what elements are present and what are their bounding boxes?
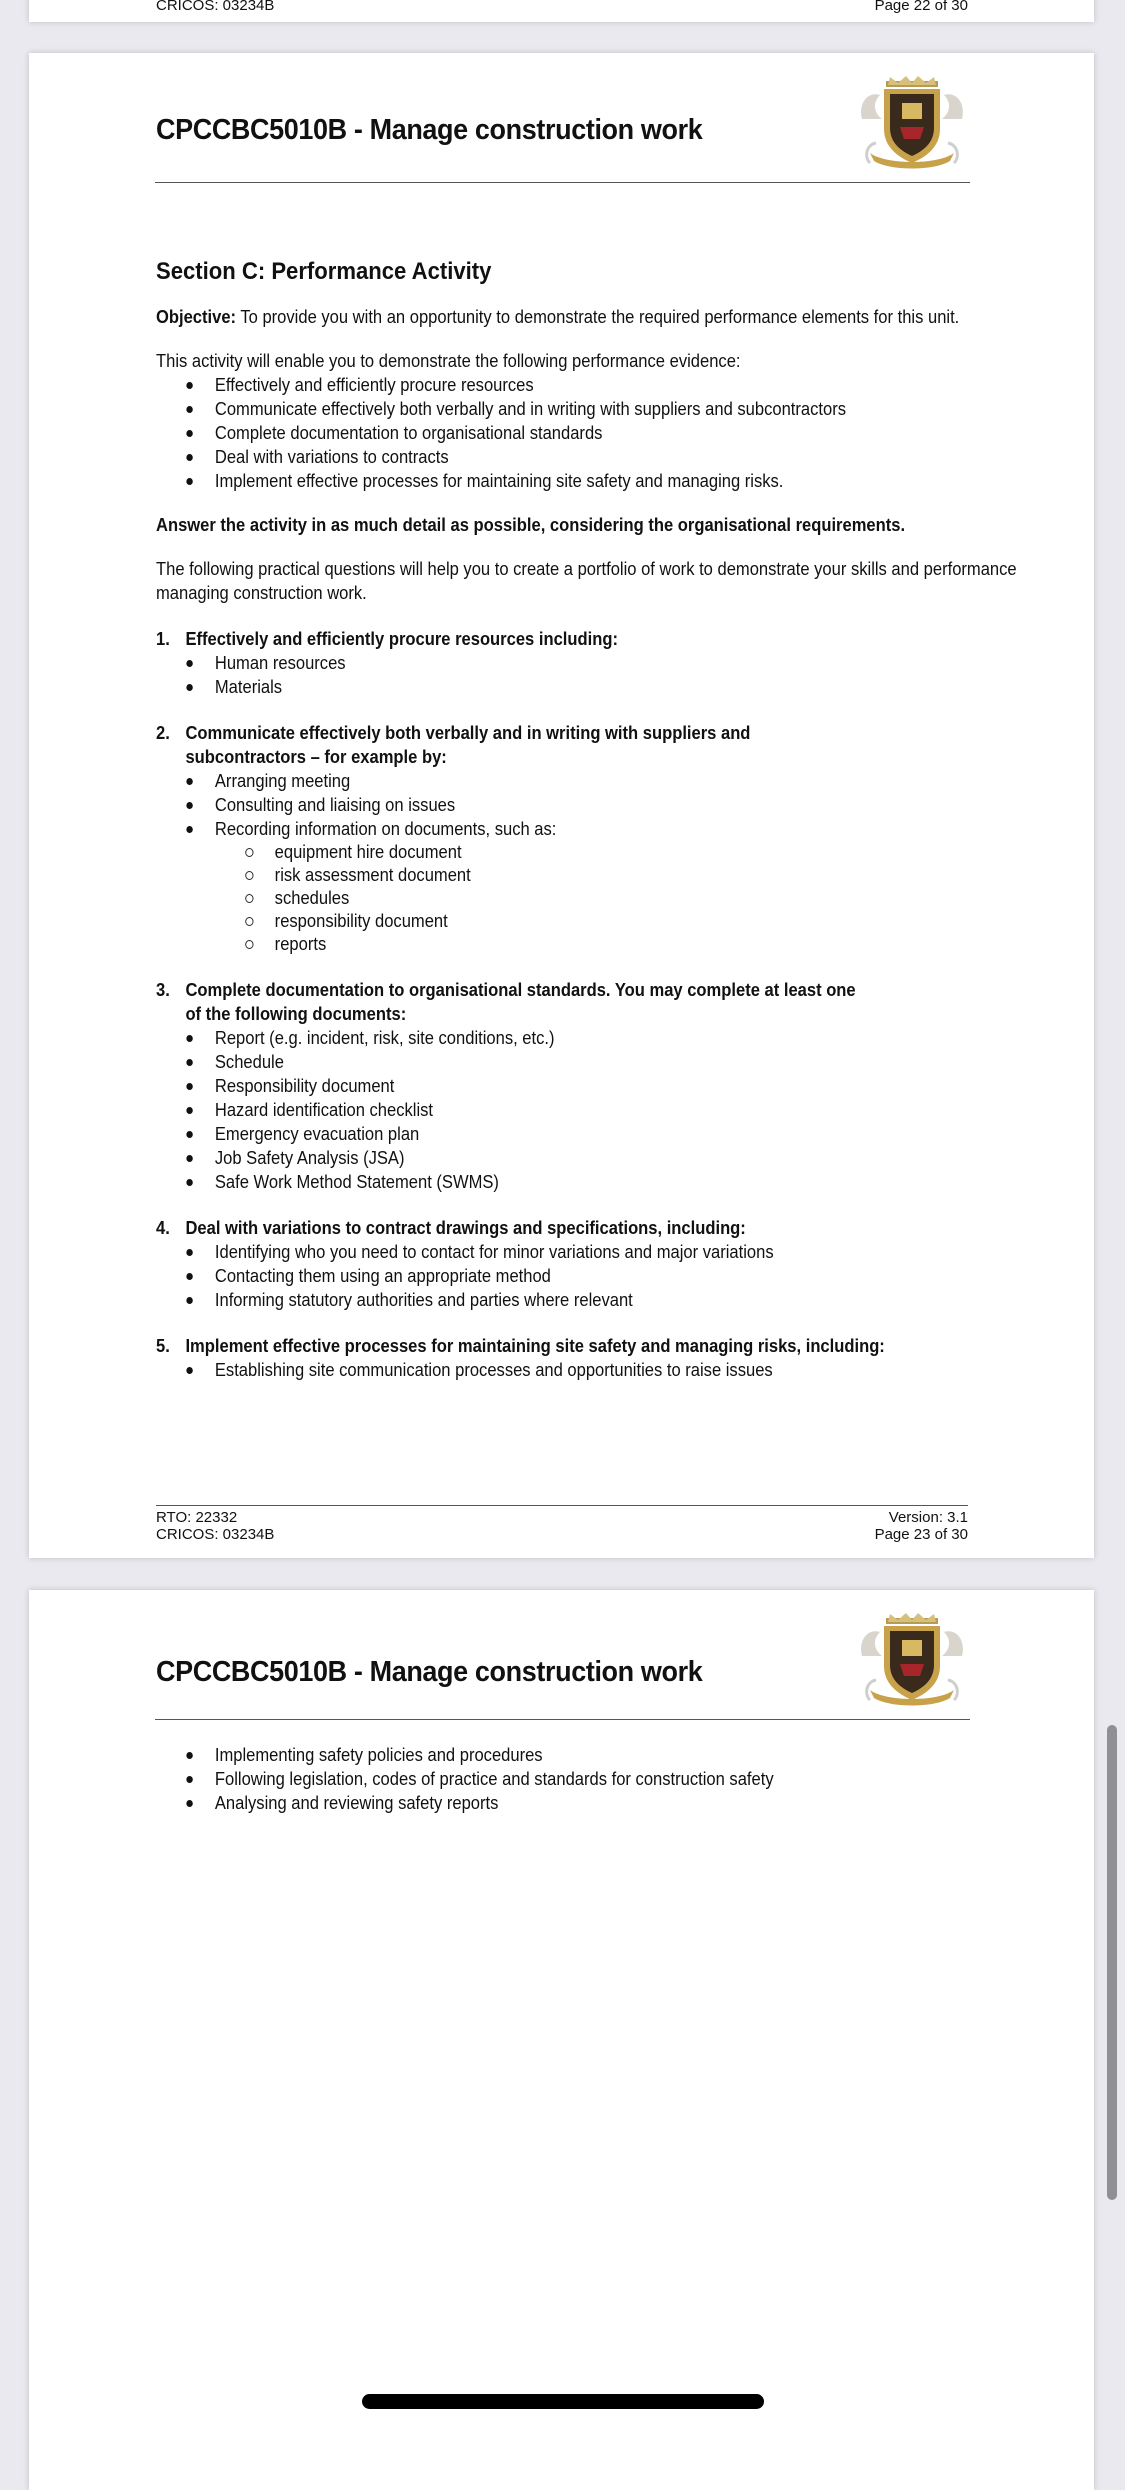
- question-number: 2.: [156, 723, 170, 743]
- list-item: Implement effective processes for maintaining site safety and managing risks.: [156, 469, 905, 493]
- footer-cricos: CRICOS: 03234B: [156, 0, 275, 14]
- list-item: Hazard identification checklist: [156, 1098, 905, 1122]
- footer-left: [156, 1509, 274, 1543]
- list-item: Deal with variations to contracts: [156, 445, 905, 469]
- list-item: Emergency evacuation plan: [156, 1122, 905, 1146]
- question-number: 1.: [156, 629, 170, 649]
- list-item: Human resources: [156, 651, 905, 675]
- question-text: Implement effective processes for maintaining site safety and managing risks, including:: [185, 1336, 885, 1356]
- list-item: Informing statutory authorities and parties where relevant: [156, 1288, 905, 1312]
- list-item: Analysing and reviewing safety reports: [156, 1791, 905, 1815]
- previous-page: [29, 0, 1094, 22]
- document-page-23: [29, 53, 1094, 1558]
- question-1: [156, 627, 905, 651]
- header-divider: [155, 1719, 970, 1720]
- question-text: Deal with variations to contract drawings and specifications, including:: [185, 1218, 746, 1238]
- question-2-sublist: [156, 841, 905, 956]
- previous-page-footer: [156, 0, 968, 14]
- question-text: Communicate effectively both verbally and in writing with suppliers and subcontractors – for example by:: [185, 723, 751, 767]
- question-text: Effectively and efficiently procure resources including:: [185, 629, 618, 649]
- footer-page-number: Page 22 of 30: [874, 0, 968, 14]
- question-number: 4.: [156, 1218, 170, 1238]
- list-item: Safe Work Method Statement (SWMS): [156, 1170, 905, 1194]
- objective-label: Objective:: [156, 307, 237, 327]
- page-footer: [156, 1505, 968, 1543]
- question-number: 5.: [156, 1336, 170, 1356]
- question-2-list: [156, 769, 905, 841]
- question-text: Complete documentation to organisational standards. You may complete at least one of the following documents:: [185, 980, 856, 1024]
- list-item: Report (e.g. incident, risk, site conditions, etc.): [156, 1026, 905, 1050]
- question-2: [156, 721, 874, 769]
- list-item: Materials: [156, 675, 905, 699]
- list-item: Recording information on documents, such as:: [156, 817, 905, 841]
- footer-cricos: CRICOS: 03234B: [156, 1526, 275, 1543]
- sub-list-item: risk assessment document: [156, 864, 905, 887]
- page-content: [156, 1743, 970, 1815]
- footer-page-number: Page 23 of 30: [874, 1526, 968, 1543]
- list-item: Consulting and liaising on issues: [156, 793, 905, 817]
- list-item: Responsibility document: [156, 1074, 905, 1098]
- intro-paragraph: This activity will enable you to demonstrate the following performance evidence:: [156, 351, 741, 371]
- sub-list-item: schedules: [156, 887, 905, 910]
- list-item: Implementing safety policies and procedures: [156, 1743, 905, 1767]
- question-1-list: [156, 651, 905, 699]
- list-item: Complete documentation to organisational standards: [156, 421, 905, 445]
- college-crest-logo: [856, 73, 968, 173]
- document-page-24: [29, 1590, 1094, 2490]
- vertical-scrollbar[interactable]: [1107, 1725, 1117, 2200]
- question-4-list: [156, 1240, 905, 1312]
- list-item: Job Safety Analysis (JSA): [156, 1146, 905, 1170]
- page-header-title: CPCCBC5010B - Manage construction work: [156, 1656, 703, 1688]
- objective-paragraph: [156, 305, 960, 329]
- list-item: Establishing site communication processes and opportunities to raise issues: [156, 1358, 905, 1382]
- list-item: Contacting them using an appropriate method: [156, 1264, 905, 1288]
- home-indicator[interactable]: [362, 2394, 764, 2409]
- list-item: Arranging meeting: [156, 769, 905, 793]
- header-divider: [155, 182, 970, 183]
- portfolio-paragraph: The following practical questions will help you to create a portfolio of work to demonstrate your skills and performance managing construction work.: [156, 559, 1017, 603]
- sub-list-item: equipment hire document: [156, 841, 905, 864]
- continued-list: [156, 1743, 905, 1815]
- question-5: [156, 1334, 905, 1358]
- list-item: Effectively and efficiently procure resources: [156, 373, 905, 397]
- question-number: 3.: [156, 980, 170, 1000]
- evidence-list: [156, 373, 905, 493]
- question-5-list: [156, 1358, 905, 1382]
- page-content: [156, 203, 1017, 1382]
- list-item: Identifying who you need to contact for minor variations and major variations: [156, 1240, 905, 1264]
- objective-text: To provide you with an opportunity to demonstrate the required performance elements for this unit.: [236, 307, 960, 327]
- section-heading: Section C: Performance Activity: [156, 258, 492, 285]
- instruction-paragraph: Answer the activity in as much detail as possible, considering the organisational requirements.: [156, 515, 906, 535]
- list-item: Following legislation, codes of practice and standards for construction safety: [156, 1767, 905, 1791]
- footer-version: Version: 3.1: [888, 1509, 968, 1526]
- question-4: [156, 1216, 905, 1240]
- footer-right: [875, 1509, 968, 1543]
- footer-rto: RTO: 22332: [156, 1509, 238, 1526]
- page-header-title: CPCCBC5010B - Manage construction work: [156, 114, 703, 146]
- sub-list-item: responsibility document: [156, 910, 905, 933]
- list-item: Communicate effectively both verbally and in writing with suppliers and subcontractors: [156, 397, 905, 421]
- question-3-list: [156, 1026, 905, 1194]
- sub-list-item: reports: [156, 933, 905, 956]
- list-item: Schedule: [156, 1050, 905, 1074]
- college-crest-logo: [856, 1610, 968, 1710]
- question-3: [156, 978, 874, 1026]
